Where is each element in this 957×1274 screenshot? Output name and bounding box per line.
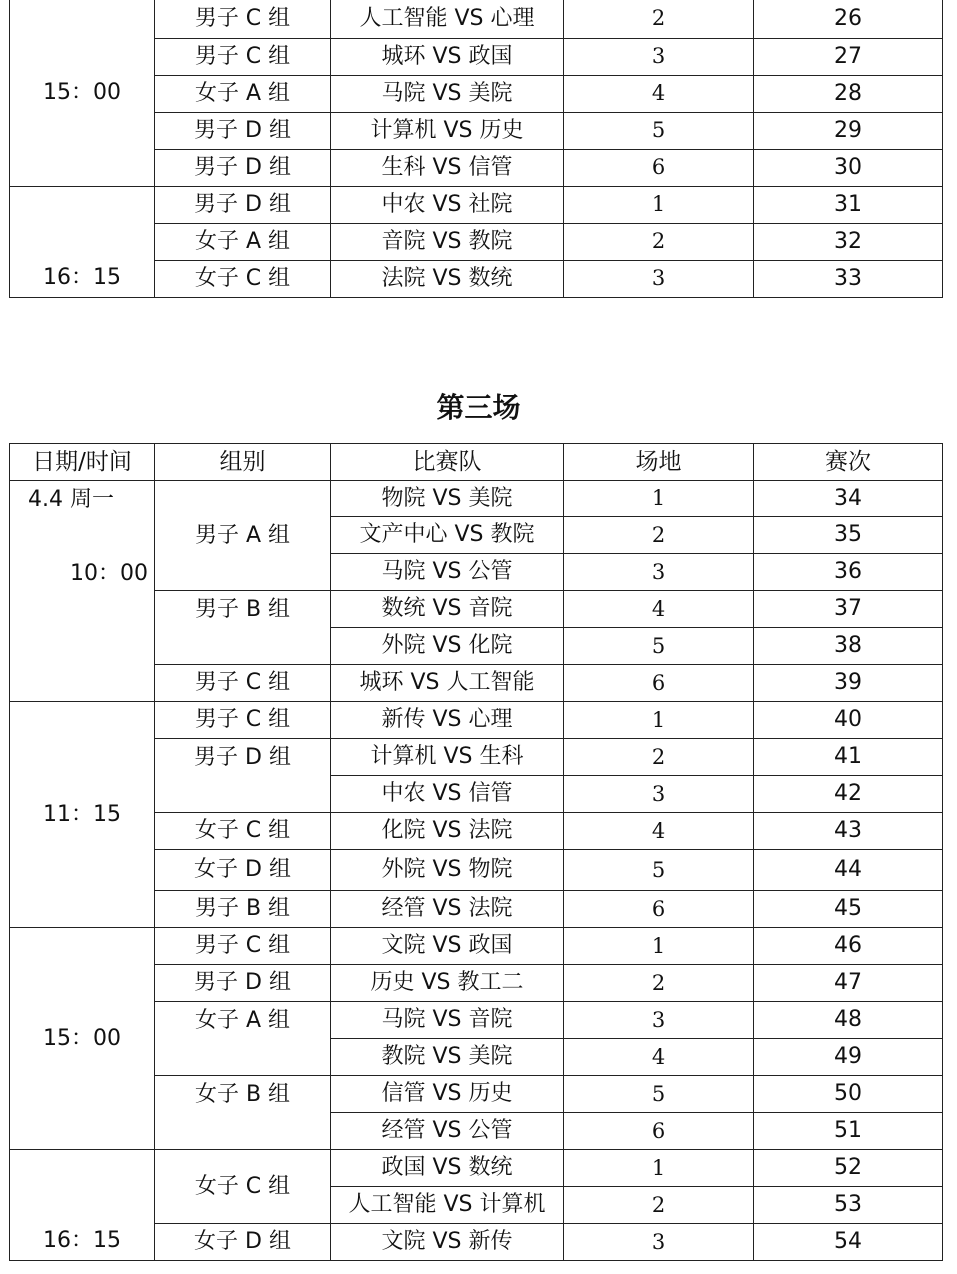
venue-cell: 1 — [564, 186, 754, 223]
match-number-cell: 35 — [754, 517, 943, 554]
group-cell: 男子 C 组 — [155, 928, 331, 965]
venue-cell: 1 — [564, 702, 754, 739]
schedule-table-round-three — [9, 443, 943, 1261]
teams-cell: 文院 VS 新传 — [331, 1224, 564, 1261]
time-slot-cell: 11：15 — [10, 702, 155, 928]
time-slot-cell: 15：00 — [10, 0, 155, 186]
venue-cell: 2 — [564, 0, 754, 38]
match-date: 4.4 周一 — [28, 487, 114, 512]
match-number-cell: 36 — [754, 554, 943, 591]
header-match-number: 赛次 — [754, 444, 943, 481]
group-cell: 男子 D 组 — [155, 186, 331, 223]
match-time: 10：00 — [70, 561, 148, 586]
venue-cell: 1 — [564, 1150, 754, 1187]
header-teams: 比赛队 — [331, 444, 564, 481]
time-slot-cell: 15：00 — [10, 928, 155, 1150]
venue-cell: 2 — [564, 223, 754, 260]
match-number-cell: 32 — [754, 223, 943, 260]
venue-cell: 3 — [564, 38, 754, 75]
venue-cell: 3 — [564, 1002, 754, 1039]
match-number-cell: 33 — [754, 260, 943, 297]
header-datetime: 日期/时间 — [10, 444, 155, 481]
teams-cell: 外院 VS 化院 — [331, 628, 564, 665]
venue-cell: 4 — [564, 591, 754, 628]
match-number-cell: 28 — [754, 75, 943, 112]
match-number-cell: 40 — [754, 702, 943, 739]
schedule-table-part-two-continued — [9, 0, 943, 298]
teams-cell: 历史 VS 教工二 — [331, 965, 564, 1002]
group-cell: 女子 A 组 — [155, 1002, 331, 1076]
group-cell: 女子 C 组 — [155, 260, 331, 297]
teams-cell: 外院 VS 物院 — [331, 850, 564, 891]
teams-cell: 中农 VS 社院 — [331, 186, 564, 223]
venue-cell: 1 — [564, 481, 754, 517]
venue-cell: 6 — [564, 891, 754, 928]
teams-cell: 教院 VS 美院 — [331, 1039, 564, 1076]
section-title: 第三场 — [436, 391, 521, 424]
group-cell: 男子 C 组 — [155, 38, 331, 75]
match-number-cell: 45 — [754, 891, 943, 928]
match-number-cell: 46 — [754, 928, 943, 965]
teams-cell: 数统 VS 音院 — [331, 591, 564, 628]
table-row — [10, 0, 943, 38]
group-cell: 男子 D 组 — [155, 739, 331, 813]
match-number-cell: 39 — [754, 665, 943, 702]
teams-cell: 马院 VS 美院 — [331, 75, 564, 112]
teams-cell: 法院 VS 数统 — [331, 260, 564, 297]
header-group: 组别 — [155, 444, 331, 481]
group-cell: 男子 C 组 — [155, 0, 331, 38]
group-cell: 男子 C 组 — [155, 665, 331, 702]
group-cell: 女子 C 组 — [155, 813, 331, 850]
group-cell: 男子 A 组 — [155, 481, 331, 591]
match-number-cell: 51 — [754, 1113, 943, 1150]
group-cell: 女子 D 组 — [155, 1224, 331, 1261]
match-number-cell: 31 — [754, 186, 943, 223]
venue-cell: 5 — [564, 1076, 754, 1113]
venue-cell: 1 — [564, 928, 754, 965]
venue-cell: 3 — [564, 1224, 754, 1261]
match-number-cell: 44 — [754, 850, 943, 891]
match-number-cell: 49 — [754, 1039, 943, 1076]
match-number-cell: 41 — [754, 739, 943, 776]
teams-cell: 经管 VS 公管 — [331, 1113, 564, 1150]
venue-cell: 6 — [564, 1113, 754, 1150]
table-row — [10, 481, 943, 517]
venue-cell: 2 — [564, 965, 754, 1002]
teams-cell: 中农 VS 信管 — [331, 776, 564, 813]
teams-cell: 计算机 VS 历史 — [331, 112, 564, 149]
match-number-cell: 52 — [754, 1150, 943, 1187]
time-slot-cell: 16：15 — [10, 186, 155, 297]
group-cell: 女子 A 组 — [155, 223, 331, 260]
teams-cell: 马院 VS 公管 — [331, 554, 564, 591]
table-row — [10, 186, 943, 223]
time-slot-cell — [10, 481, 155, 702]
venue-cell: 2 — [564, 739, 754, 776]
group-cell: 男子 D 组 — [155, 965, 331, 1002]
venue-cell: 2 — [564, 517, 754, 554]
teams-cell: 化院 VS 法院 — [331, 813, 564, 850]
teams-cell: 政国 VS 数统 — [331, 1150, 564, 1187]
match-number-cell: 26 — [754, 0, 943, 38]
match-number-cell: 50 — [754, 1076, 943, 1113]
venue-cell: 4 — [564, 813, 754, 850]
teams-cell: 计算机 VS 生科 — [331, 739, 564, 776]
match-number-cell: 48 — [754, 1002, 943, 1039]
teams-cell: 城环 VS 政国 — [331, 38, 564, 75]
venue-cell: 4 — [564, 1039, 754, 1076]
group-cell: 女子 C 组 — [155, 1150, 331, 1224]
group-cell: 男子 C 组 — [155, 702, 331, 739]
teams-cell: 音院 VS 教院 — [331, 223, 564, 260]
teams-cell: 经管 VS 法院 — [331, 891, 564, 928]
match-number-cell: 27 — [754, 38, 943, 75]
match-number-cell: 42 — [754, 776, 943, 813]
time-slot-cell: 16：15 — [10, 1150, 155, 1261]
venue-cell: 5 — [564, 628, 754, 665]
table-row — [10, 1150, 943, 1187]
teams-cell: 人工智能 VS 计算机 — [331, 1187, 564, 1224]
teams-cell: 马院 VS 音院 — [331, 1002, 564, 1039]
match-number-cell: 54 — [754, 1224, 943, 1261]
group-cell: 男子 D 组 — [155, 149, 331, 186]
schedule-table-body — [10, 0, 943, 297]
match-number-cell: 37 — [754, 591, 943, 628]
group-cell: 男子 B 组 — [155, 891, 331, 928]
match-number-cell: 34 — [754, 481, 943, 517]
venue-cell: 3 — [564, 776, 754, 813]
schedule-table-body — [10, 481, 943, 1261]
venue-cell: 5 — [564, 112, 754, 149]
teams-cell: 新传 VS 心理 — [331, 702, 564, 739]
table-row — [10, 928, 943, 965]
match-number-cell: 30 — [754, 149, 943, 186]
group-cell: 女子 A 组 — [155, 75, 331, 112]
match-number-cell: 43 — [754, 813, 943, 850]
teams-cell: 信管 VS 历史 — [331, 1076, 564, 1113]
group-cell: 男子 B 组 — [155, 591, 331, 665]
match-number-cell: 47 — [754, 965, 943, 1002]
group-cell: 女子 B 组 — [155, 1076, 331, 1150]
group-cell: 男子 D 组 — [155, 112, 331, 149]
venue-cell: 4 — [564, 75, 754, 112]
header-row — [10, 444, 943, 481]
header-venue: 场地 — [564, 444, 754, 481]
venue-cell: 2 — [564, 1187, 754, 1224]
teams-cell: 城环 VS 人工智能 — [331, 665, 564, 702]
venue-cell: 6 — [564, 149, 754, 186]
teams-cell: 文产中心 VS 教院 — [331, 517, 564, 554]
venue-cell: 5 — [564, 850, 754, 891]
match-number-cell: 53 — [754, 1187, 943, 1224]
teams-cell: 文院 VS 政国 — [331, 928, 564, 965]
teams-cell: 人工智能 VS 心理 — [331, 0, 564, 38]
teams-cell: 生科 VS 信管 — [331, 149, 564, 186]
match-number-cell: 29 — [754, 112, 943, 149]
teams-cell: 物院 VS 美院 — [331, 481, 564, 517]
venue-cell: 3 — [564, 554, 754, 591]
table-row — [10, 702, 943, 739]
group-cell: 女子 D 组 — [155, 850, 331, 891]
match-number-cell: 38 — [754, 628, 943, 665]
venue-cell: 6 — [564, 665, 754, 702]
venue-cell: 3 — [564, 260, 754, 297]
